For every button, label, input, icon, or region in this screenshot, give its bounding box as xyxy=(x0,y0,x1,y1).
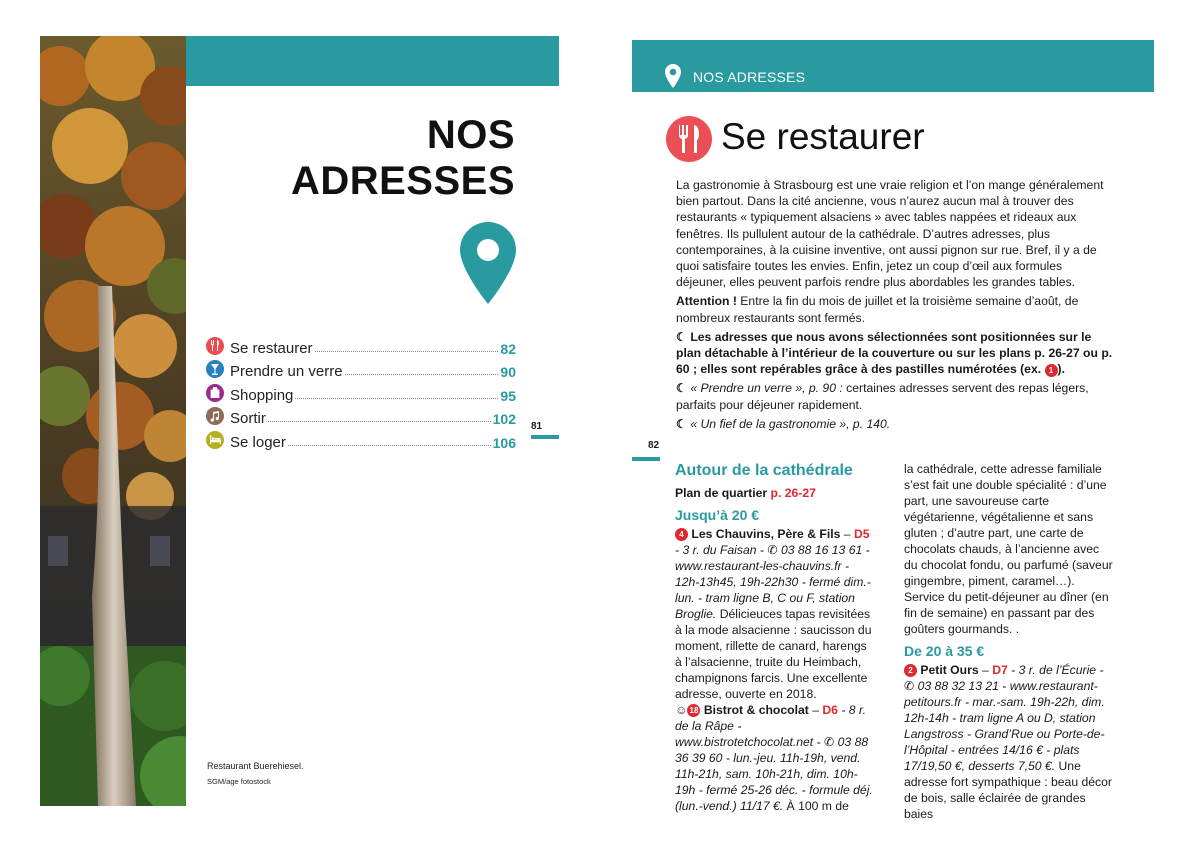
attention-paragraph xyxy=(676,293,1114,325)
section-title: Se restaurer xyxy=(721,116,925,157)
plan-label: Plan de quartier xyxy=(675,486,771,500)
restaurant-description: À 100 m de xyxy=(783,799,849,813)
area-title: Autour de la cathédrale xyxy=(675,462,853,479)
page-number-left: 81 xyxy=(531,421,543,432)
restaurant-entry: ☺ 18 Bistrot & chocolat – D6 - 8 r. de la Râpe - www.bistrotetchocolat.net - ✆ 03 88 36 39 60 - lun.-jeu. 11h-19h, vend. 11h-21h, sam. 10h-21h, dim. 10h-19h - fermé 25-26 déc. - formule déj. (lun.-vend.) 11/17 €. À 100 m de xyxy=(675,703,873,813)
map-code: D6 xyxy=(822,703,838,717)
plan-pages: p. 26-27 xyxy=(770,486,816,500)
map-pin-icon xyxy=(665,64,681,88)
header-band xyxy=(186,36,559,86)
bed-icon xyxy=(206,431,224,449)
pastille-example: 1 xyxy=(1045,364,1058,377)
toc-page: 95 xyxy=(500,387,516,404)
toc-page: 102 xyxy=(492,411,516,428)
plan-note-end: ). xyxy=(1057,362,1065,377)
restaurant-entry xyxy=(675,526,875,702)
restaurant-name: Bistrot & chocolat xyxy=(703,703,809,717)
chapter-title-line2: ADRESSES xyxy=(290,159,515,203)
attention-label: Attention ! xyxy=(676,294,737,309)
restaurant-info: - 8 r. de la Râpe - www.bistrotetchocolat.net - ✆ 03 88 36 39 60 - lun.-jeu. 11h-19h, vend. 11h-21h, sam. 10h-21h, dim. 10h-19h - fermé 25-26 déc. - formule déj. (lun.-vend.) 11/17 €. xyxy=(675,703,873,813)
restaurant-name: Les Chauvins, Père & Fils xyxy=(691,527,841,541)
xref-paragraph xyxy=(676,416,1114,432)
pastille-number: 4 xyxy=(675,528,688,541)
column-right xyxy=(904,461,1116,822)
restaurant-description: Délicieuces tapas revisitées à la mode alsacienne : saucisson du moment, rillette de canard, harengs à l’alsacienne, truite du Heimbach, champignons farcis. Une excellente adresse, ouverte en 2018. xyxy=(675,607,872,701)
page-number-bar xyxy=(632,457,660,461)
toc-leader xyxy=(288,445,491,446)
toc-item-se-loger[interactable] xyxy=(206,427,516,451)
restaurant-entry: 2 Petit Ours – D7 - 3 r. de l’Écurie - ✆ 03 88 32 13 21 - www.restaurant-petitours.fr - mar.-sam. 19h-22h, dim. 12h-14h - tram ligne A ou D, station Langstross - Grand’Rue ou Porte-de-l’Hôpital - entrées 14/16 € - plats 17/19,50 €, desserts 7,50 €. Une adresse fort sympathique : beau décor de bois, salle éclairée de grandes baies xyxy=(904,663,1112,821)
map-code: D5 xyxy=(853,527,870,541)
running-header: NOS ADRESSES xyxy=(693,69,806,85)
dash: – xyxy=(840,527,854,541)
toc-label: Sortir xyxy=(230,410,266,428)
intro-paragraph: La gastronomie à Strasbourg est une vraie religion et l’on mange généralement bien partout. Dans la cité ancienne, vous n’aurez aucun mal à trouver des restaurants « typiquement alsaciens » avec tables nappées et rideaux aux fenêtres. Ils pullulent autour de la cathédrale. D’autres adresses, plus contemporaines, à la cuisine inventive, ont aussi pignon sur rue. Bref, il y a de quoi satisfaire toutes les envies. Enfin, jetez un coup d’œil aux formules déjeuner, elles peuvent parfois rendre plus abordables les grandes tables. xyxy=(676,178,1104,290)
attention-text: Entre la fin du mois de juillet et la troisième semaine d’août, de nombreux restaurants sont fermés. xyxy=(676,294,1079,325)
toc-label: Se loger xyxy=(230,433,286,451)
caption-text: Restaurant Buerehiesel. xyxy=(207,761,304,771)
xref-paragraph xyxy=(676,380,1114,412)
music-icon xyxy=(206,407,224,425)
photo-credit: SGM/age fotostock xyxy=(207,777,271,786)
page-number-bar xyxy=(531,435,559,439)
table-of-contents xyxy=(206,333,516,451)
fork-knife-icon xyxy=(206,337,224,355)
toc-page: 106 xyxy=(492,434,516,451)
xref-text: certaines adresses servent des repas légers, parfaits pour déjeuner rapidement. xyxy=(676,381,1089,412)
toc-page: 82 xyxy=(500,340,516,357)
photo-caption xyxy=(207,758,304,790)
plan-note xyxy=(676,329,1114,378)
pastille-number: 2 xyxy=(904,664,917,677)
toc-leader xyxy=(295,398,498,399)
eye-icon: ☾ xyxy=(676,329,691,344)
pastille-number: 18 xyxy=(687,704,700,717)
price-heading: Jusqu’à 20 € xyxy=(675,507,760,523)
page-number-right: 82 xyxy=(648,440,660,451)
toc-leader xyxy=(315,351,499,352)
intro-text xyxy=(676,177,1114,435)
restaurant-info: - 3 r. du Faisan - ✆ 03 88 16 13 61 - www.restaurant-les-chauvins.fr - 12h-13h45, 19h-22h30 - fermé dim.-lun. - tram ligne B, C ou F, station Broglie. xyxy=(675,543,871,621)
fork-knife-icon xyxy=(666,116,712,162)
restaurant-description-continued: la cathédrale, cette adresse familiale s’est fait une double spécialité : d’une part, une savoureuse carte végétarienne, végétalienne et sans gluten ; d’autre part, une carte de chocolats chauds, à l’ancienne avec du chocolat fondu, ou parfumé (saveur gingembre, piment, caramel…). Service du petit-déjeuner au dîner (en fin de semaine) en passant par des goûters gourmands. . xyxy=(904,462,1113,636)
map-pin-icon xyxy=(460,222,516,304)
toc-page: 90 xyxy=(500,364,516,381)
restaurant-name: Petit Ours xyxy=(920,663,979,677)
toc-label: Prendre un verre xyxy=(230,363,343,381)
smiley-icon: ☺ xyxy=(675,703,688,717)
map-code: D7 xyxy=(992,663,1008,677)
shopping-bag-icon xyxy=(206,384,224,402)
toc-label: Shopping xyxy=(230,386,294,404)
toc-leader xyxy=(268,421,491,422)
price-heading: De 20 à 35 € xyxy=(904,643,985,659)
toc-item-shopping[interactable] xyxy=(206,380,516,404)
xref-title: « Prendre un verre », p. 90 : xyxy=(690,381,843,396)
chapter-title-line1: NOS xyxy=(426,113,515,157)
chapter-title xyxy=(291,112,515,204)
glass-icon xyxy=(206,360,224,378)
xref-title: « Un fief de la gastronomie », p. 140. xyxy=(690,416,891,431)
restaurant-info: - 3 r. de l’Écurie - ✆ 03 88 32 13 21 - www.restaurant-petitours.fr - mar.-sam. 19h-22h, dim. 12h-14h - tram ligne A ou D, station Langstross - Grand’Rue ou Porte-de-l’Hôpital - entrées 14/16 € - plats 17/19,50 €, desserts 7,50 €. xyxy=(904,663,1105,773)
toc-item-prendre-un-verre[interactable] xyxy=(206,357,516,381)
eye-icon: ☾ xyxy=(676,381,691,396)
plan-reference xyxy=(675,485,875,501)
toc-label: Se restaurer xyxy=(230,339,313,357)
plan-note-text: Les adresses que nous avons sélectionnées sont positionnées sur le plan détachable à l’intérieur de la couverture ou sur les plans p. 26-27 ou p. 60 ; elles sont repérables grâce à des pastilles numérotées (ex. xyxy=(676,329,1113,377)
toc-leader xyxy=(345,374,499,375)
toc-item-restaurer[interactable] xyxy=(206,333,516,357)
eye-icon: ☾ xyxy=(676,416,691,431)
restaurant-photo xyxy=(40,36,186,806)
restaurant-description: Une adresse fort sympathique : beau décor de bois, salle éclairée de grandes baies xyxy=(904,759,1112,821)
toc-item-sortir[interactable] xyxy=(206,404,516,428)
column-left xyxy=(675,461,875,814)
